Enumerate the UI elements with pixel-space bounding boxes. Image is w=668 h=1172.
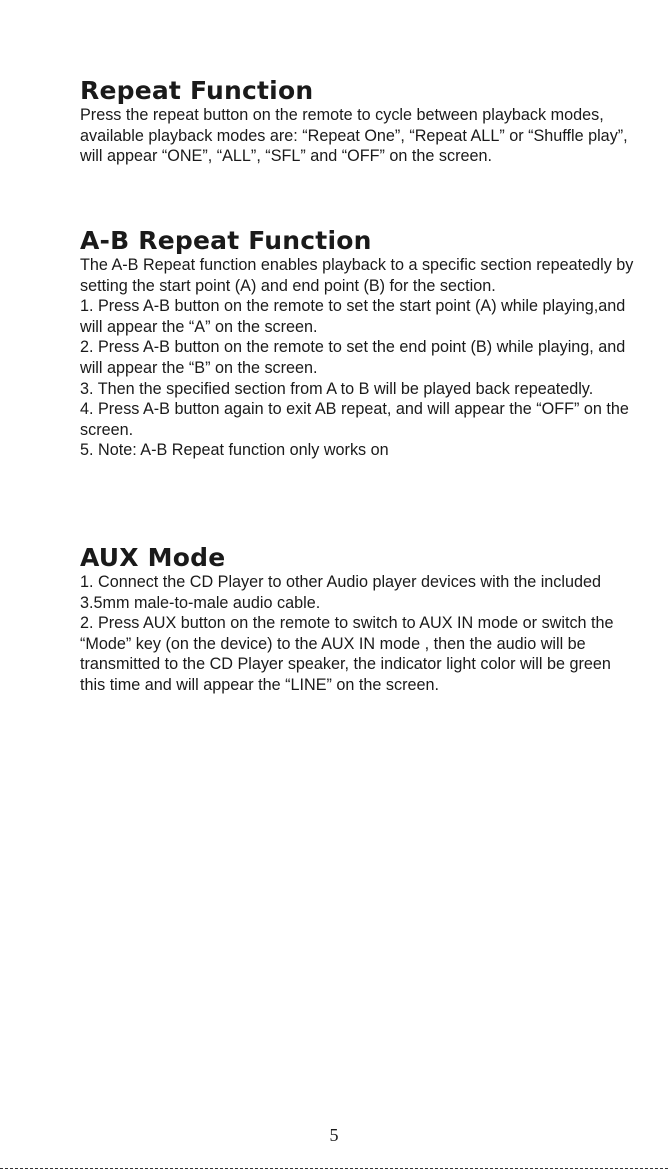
- step-item: 1. Connect the CD Player to other Audio player devices with the included 3.5mm male-to-male audio cable.: [80, 573, 601, 612]
- section-ab-repeat-function: [80, 226, 640, 461]
- step-item: 2. Press A-B button on the remote to set the end point (B) while playing, and will appear the “B” on the screen.: [80, 338, 626, 377]
- step-item: 2. Press AUX button on the remote to switch to AUX IN mode or switch the “Mode” key (on the device) to the AUX IN mode , then the audio will be transmitted to the CD Player speaker, the indicator light color will be green this time and will appear the “LINE” on the screen.: [80, 614, 614, 694]
- section-heading: A-B Repeat Function: [80, 226, 372, 255]
- section-paragraph: Press the repeat button on the remote to cycle between playback modes, available playback modes are: “Repeat One”, “Repeat ALL” or “Shuffle play”, will appear “ONE”, “ALL”, “SFL” and “OFF” on the screen.: [80, 106, 628, 166]
- section-repeat-function: [80, 76, 640, 167]
- section-heading: Repeat Function: [80, 76, 314, 105]
- section-aux-mode: [80, 543, 640, 696]
- section-heading: AUX Mode: [80, 543, 226, 572]
- page-number: 5: [329, 1125, 339, 1145]
- step-item: 5. Note: A-B Repeat function only works on: [80, 441, 389, 460]
- page-bottom-rule: [0, 1168, 668, 1169]
- section-paragraph: The A-B Repeat function enables playback to a specific section repeatedly by setting the start point (A) and end point (B) for the section.: [80, 256, 634, 295]
- step-item: 1. Press A-B button on the remote to set the start point (A) while playing,and will appear the “A” on the screen.: [80, 297, 626, 336]
- step-item: 4. Press A-B button again to exit AB repeat, and will appear the “OFF” on the screen.: [80, 400, 629, 439]
- step-item: 3. Then the specified section from A to B will be played back repeatedly.: [80, 379, 594, 398]
